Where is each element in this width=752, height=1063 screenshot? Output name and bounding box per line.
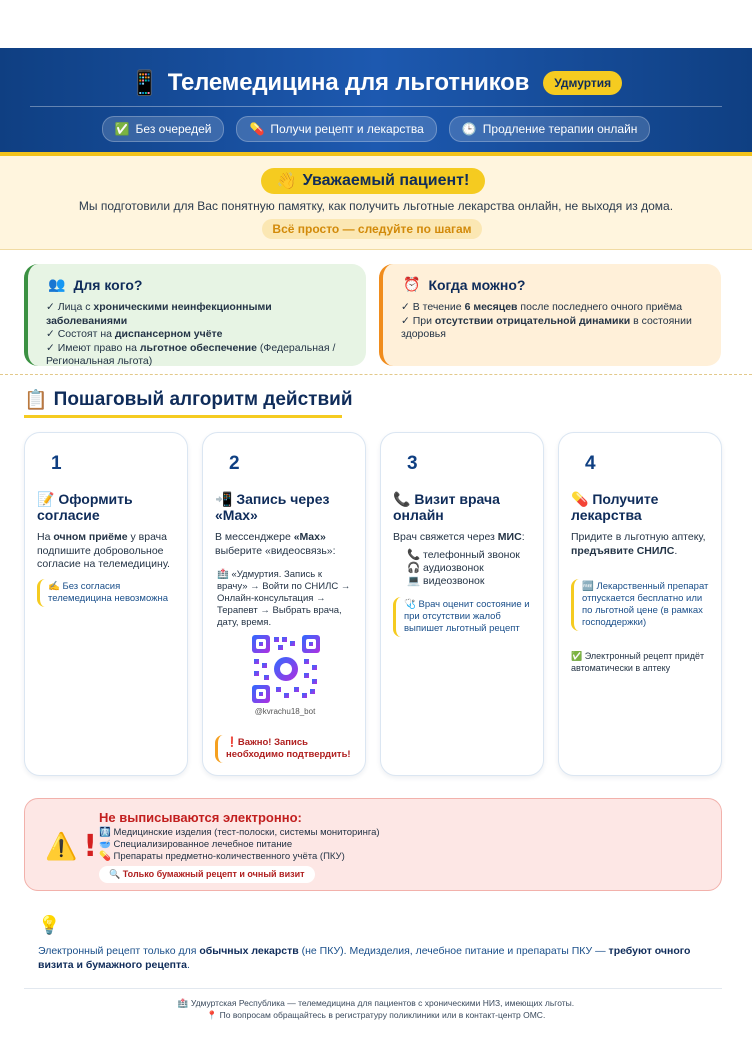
list-item: ✓ При отсутствии отрицательной динамики в состоянии здоровья: [401, 314, 692, 340]
title-row: [0, 66, 752, 100]
step-note: ✍️ Без согласия телемедицина невозможна: [37, 579, 185, 607]
step-note: 🆓 Лекарственный препарат отпускается бесплатно или по льготной цене (в рамках господдержки): [571, 579, 719, 631]
step-title: 💊 Получите лекарства: [571, 491, 659, 523]
step-warning-note: ❗Важно! Запись необходимо подтвердить!: [215, 735, 363, 763]
greeting-badge: [261, 168, 485, 194]
step-card-2: [202, 432, 366, 776]
list-item: 🥣 Специализированное лечебное питание: [99, 839, 293, 850]
feature-no-queue: [102, 116, 225, 142]
feature-label: Без очередей: [135, 122, 212, 136]
step-number: 2: [229, 453, 240, 474]
hospital-icon: 🏥: [177, 998, 189, 1008]
heading-underline: [24, 415, 342, 418]
list-item: ✓ Состоят на диспансерном учёте: [46, 328, 223, 340]
list-item: 🎧 аудиозвонок: [407, 562, 484, 574]
step-extra: ✅ Электронный рецепт придёт автоматически в аптеку: [571, 651, 705, 673]
writing-hand-icon: ✍️: [48, 581, 60, 592]
exclamation-icon: ❗: [226, 737, 238, 748]
feature-label: Получи рецепт и лекарства: [270, 122, 424, 136]
hospital-icon: 🏥: [217, 569, 229, 580]
warning-list: [99, 827, 380, 863]
headphones-icon: 🎧: [407, 562, 421, 574]
magnifier-icon: 🔍: [109, 869, 121, 879]
pill-icon: 💊: [99, 851, 111, 862]
warning-icons: [45, 829, 97, 864]
step-card-3: [380, 432, 544, 776]
stethoscope-icon: 🩺: [404, 599, 416, 610]
page-title: Телемедицина для льготников: [167, 69, 530, 96]
feature-label: Продление терапии онлайн: [482, 122, 638, 136]
footer-divider: [24, 988, 722, 989]
greeting-text: Мы подготовили для Вас понятную памятку, как получить льготные лекарства онлайн, не выходя из дома.: [78, 199, 674, 213]
algorithm-title: Пошаговый алгоритм действий: [53, 389, 353, 410]
channel-list: [407, 549, 553, 588]
who-title: [48, 276, 350, 293]
pill-icon: 💊: [249, 122, 265, 136]
warning-box: [24, 798, 722, 891]
lightbulb-icon: 💡: [38, 915, 61, 935]
step-text: На очном приёме у врача подпишите добровольное согласие на телемедицину.: [37, 531, 170, 570]
title-divider: [30, 106, 722, 107]
step-text: Придите в льготную аптеку, предъявите СНИЛС.: [571, 531, 706, 557]
list-item: 🩻 Медицинские изделия (тест-полоски, системы мониторинга): [99, 827, 380, 838]
step-card-1: [24, 432, 188, 776]
clock-icon: 🕒: [461, 122, 477, 136]
step-title: 📞 Визит врача онлайн: [393, 491, 500, 523]
mobile-arrow-icon: 📲: [215, 491, 233, 507]
who-box: [24, 264, 366, 366]
step-title: 📝 Оформить согласие: [37, 491, 133, 523]
region-badge: Удмуртия: [543, 71, 622, 95]
who-title-text: Для кого?: [73, 276, 143, 293]
when-box: [379, 264, 721, 366]
step-title: 📲 Запись через «Max»: [215, 491, 330, 523]
footer-line-1: 🏥 Удмуртская Республика — телемедицина для пациентов с хроническими НИЗ, имеющих льготы.: [177, 998, 575, 1008]
x-ray-icon: 🩻: [99, 827, 111, 838]
footer-line-2: 📍 По вопросам обращайтесь в регистратуру поликлиники или в контакт-центр ОМС.: [206, 1010, 546, 1020]
when-list: [401, 301, 705, 342]
warning-pill: 🔍 Только бумажный рецепт и очный визит: [99, 866, 315, 883]
list-item: 💊 Препараты предметно-количественного учёта (ПКУ): [99, 851, 345, 862]
memo-icon: 📝: [37, 491, 55, 507]
wave-hand-icon: 👋: [276, 173, 297, 190]
phone-icon: 📱: [129, 69, 160, 97]
free-icon: 🆓: [582, 581, 594, 592]
list-item: 📞 телефонный звонок: [407, 549, 520, 561]
list-item: ✓ В течение 6 месяцев после последнего очного приёма: [401, 301, 683, 313]
list-item: ✓ Лица с хроническими неинфекционными заболеваниями: [46, 301, 272, 327]
step-card-4: [558, 432, 722, 776]
warning-icon: ⚠️: [45, 831, 78, 861]
step-number: 4: [585, 453, 596, 474]
exclamation-mark-icon: !: [83, 829, 98, 864]
greeting-cta: Всё просто — следуйте по шагам: [262, 219, 482, 239]
laptop-icon: 💻: [407, 575, 421, 587]
step-text: Врач свяжется через МИС:: [393, 531, 525, 543]
feature-prescription: [236, 116, 436, 142]
footer: [0, 997, 752, 1021]
when-title-text: Когда можно?: [428, 276, 526, 293]
alarm-clock-icon: ⏰: [403, 276, 421, 292]
section-divider: [0, 374, 752, 375]
list-item: 💻 видеозвонок: [407, 575, 485, 587]
check-icon: ✅: [571, 651, 583, 661]
step-note: 🩺 Врач оценит состояние и при отсутствии жалоб выпишет льготный рецепт: [393, 597, 541, 637]
list-item: ✓ Имеют право на льготное обеспечение (Федеральная / Региональная льгота): [46, 341, 336, 367]
clipboard-icon: 📋: [24, 390, 48, 411]
summary-text: Электронный рецепт только для обычных лекарств (не ПКУ). Медизделия, лечебное питание и препараты ПКУ — требуют очного визита и бумажного рецепта.: [38, 945, 691, 971]
feature-list: [0, 116, 752, 142]
when-title: [403, 276, 705, 293]
algorithm-heading: [24, 388, 353, 412]
who-list: [46, 301, 350, 369]
step-number: 3: [407, 453, 418, 474]
telephone-icon: 📞: [393, 491, 411, 507]
qr-code[interactable]: [250, 633, 322, 705]
check-icon: ✅: [114, 122, 130, 136]
step-text: В мессенджере «Max» выберите «видеосвязь»:: [215, 531, 336, 557]
pill-icon: 💊: [571, 491, 589, 507]
booking-path: 🏥 «Удмуртия. Запись к врачу» → Войти по СНИЛС → Онлайн-консультация → Терапевт → Выбрать врача, дату, время.: [217, 569, 351, 628]
warning-title: Не выписываются электронно:: [99, 810, 302, 825]
people-icon: 👥: [48, 276, 66, 292]
telephone-icon: 📞: [407, 549, 421, 561]
step-number: 1: [51, 453, 62, 474]
pin-icon: 📍: [206, 1010, 218, 1020]
greeting-title: Уважаемый пациент!: [302, 172, 470, 189]
bot-handle[interactable]: @kvrachu18_bot: [254, 707, 316, 716]
bowl-icon: 🥣: [99, 839, 111, 850]
feature-extension: [449, 116, 651, 142]
